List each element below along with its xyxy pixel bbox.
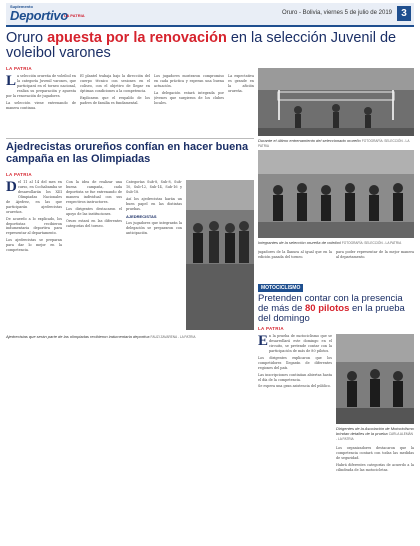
volleyball-practice-illustration [258, 68, 414, 136]
story2-column-2: Con la idea de realizar una buena campaña, cada deportista se fue entrenando de manera individual con sus respectivos instructores. Los dirigentes destacaron el apoyo de las instituciones. Oruro estará en las diferentes categorías del torneo. [66, 180, 122, 228]
dateline: Oruro - Bolivia, viernes 5 de julio de 2019 [281, 10, 392, 16]
divider [6, 138, 254, 139]
story1-photo-2-caption [258, 240, 414, 245]
supplement-label: Suplemento [10, 4, 33, 9]
story1-kicker: LA PATRIA [6, 66, 32, 71]
story2-subhead: AJEDRECISTAS [126, 213, 157, 219]
story2-headline: Ajedrecistas orureños confían en hacer buena campaña en las Olimpiadas [6, 141, 249, 165]
page-lower-left [6, 346, 254, 540]
story1-headline-accent: apuesta por la renovación [47, 30, 227, 46]
story3-headline-accent: 80 pilotos [305, 302, 350, 314]
story1-photo [258, 68, 414, 136]
story3-photo-caption-text: Dirigentes de la Asociación de Motociclismo brindan detalles de la prueba [336, 426, 414, 436]
story3-kicker: LA PATRIA [258, 326, 284, 331]
chess-players-illustration [186, 180, 254, 330]
story3-column-2: Los organizadores destacaron que la competencia contará con todas las medidas de seguridad. Habrá diferentes categorías de acuerdo a la cilindrada de las motocicletas. [336, 446, 414, 472]
story1-headline-part1: Oruro [6, 30, 44, 46]
story2-column-3: Categorías Sub-8, Sub-8, Sub-10, Sub-12, Sub-14, Sub-16 y Sub-18. Así los ajedrecistas harán un buen papel en las distintas pruebas. AJEDRECISTAS Los jugadores que integrarán la delegación se prepararon con anticipación. [126, 180, 182, 235]
story1-column-2: El plantel trabaja bajo la dirección del cuerpo técnico con sesiones en el coliseo, con el objetivo de llegar en óptimas condiciones a la competencia. Explicaron que el respaldo de los padres de familia es fundamental. [80, 74, 150, 105]
story3-photo [336, 334, 414, 424]
story1-photo-2-credit: FOTOGRAFÍA: SELECCIÓN - LA PATRIA [341, 241, 402, 245]
story1-photo-credit: FOTOGRAFÍA: SELECCIÓN - LA PATRIA [258, 139, 410, 148]
story1-headline [6, 31, 414, 61]
motorcycle-officials-illustration [336, 334, 414, 424]
story3-headline [258, 294, 414, 324]
story2-photo [186, 180, 254, 330]
brand-logo: Deportivo [10, 8, 68, 23]
story3-photo-caption [336, 426, 414, 441]
story1-photo-caption [258, 138, 414, 148]
story3-photo-credit: CARLA ALEMÁN - LA PATRIA [336, 432, 413, 441]
story1-column-5: jugadores de la llanura al igual que en la edición pasada del torneo. [258, 250, 332, 259]
story2-column-1: Del 11 al 14 del mes en curso, en Cochabamba se desarrollarán los XIII Olimpiadas Nacionales de Ajedrez, en las que participarán ajedrecistas orureños. De acuerdo a lo explicado, los deportistas recibieron indumentaria deportiva para representar al departamento. Los ajedrecistas se preparan para dar lo mejor en la competencia. [6, 180, 62, 253]
story1-column-1: La selección orureña de voleibol en la categoría Juvenil varones, que participará en el torneo nacional, realiza su preparación y apuesta por la renovación de jugadores. La selección viene entrenando de manera continua. [6, 74, 76, 110]
story2-photo-caption [6, 334, 254, 339]
story2-photo-caption-text: Ajedrecistas que serán parte de las olimpiadas recibieron indumentaria deportiva [6, 334, 150, 339]
page-number: 3 [397, 6, 411, 21]
story3-column-1: En la prueba de motociclismo que se desarrollará este domingo en el circuito, se pretende contar con la participación de más de 80 pilotos. Los dirigentes explicaron que los competidores llegarán de diferentes regiones del país. Las inscripciones continúan abiertas hasta el día de la competencia. Se espera una gran asistencia del público. [258, 334, 332, 389]
masthead [6, 3, 414, 27]
story1-column-6: para poder representar de la mejor manera al departamento. [336, 250, 414, 259]
brand-subtitle: LA PATRIA [64, 13, 85, 18]
team-group-illustration [258, 150, 414, 238]
story1-column-4: La expectativa es grande en la afición orureña. [228, 74, 254, 93]
story1-column-3: Los jugadores mostraron compromiso en cada práctica y esperan una buena actuación. La delegación estará integrada por jóvenes que surgieron de los clubes locales. [154, 74, 224, 105]
story3-section-tag: MOTOCICLISMO [258, 284, 303, 292]
story3-headline-part2: en la prueba del domingo [258, 302, 405, 324]
story3-headline-part1: Pretenden contar con la presencia de más de [258, 293, 403, 314]
story1-photo-2 [258, 150, 414, 238]
story1-photo-2-caption-text: Integrantes de la selección orureña de voleibol [258, 240, 341, 245]
story1-headline-part2: en la selección Juvenil de voleibol varones [6, 30, 397, 62]
story1-photo-caption-text: Durante el último entrenamiento del seleccionado orureño [258, 138, 361, 143]
story2-photo-credit: FAUZI ZAVARENA - LA PATRIA [150, 335, 196, 339]
story2-kicker: LA PATRIA [6, 172, 32, 177]
